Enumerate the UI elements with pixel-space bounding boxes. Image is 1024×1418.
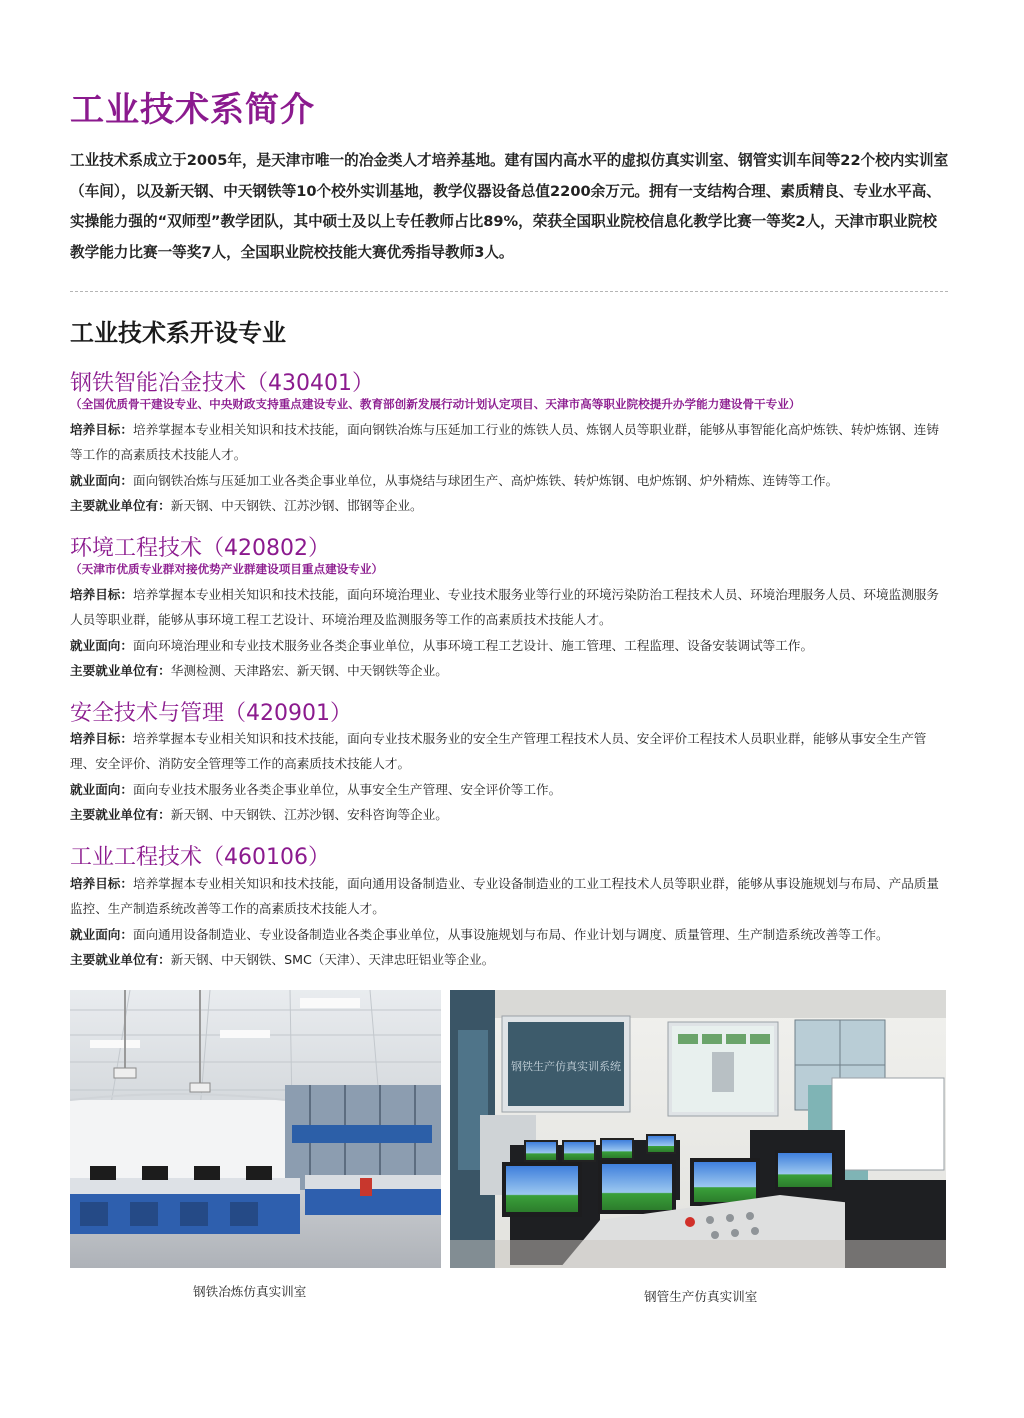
- major-title: 钢铁智能冶金技术（430401）: [70, 371, 374, 396]
- main-employers: [70, 802, 950, 827]
- training-goal-text: 培养掌握本专业相关知识和技术技能，面向环境治理业、专业技术服务业等行业的环境污染防治工程技术人员、环境治理服务人员、环境监测服务人员等职业群，能够从事环境工程工艺设计、环境治理及监测服务等工作的高素质技术技能人才。: [70, 587, 939, 627]
- main-employers-text: 新天钢、中天钢铁、江苏沙钢、安科咨询等企业。: [170, 807, 448, 822]
- employment-direction: [70, 468, 950, 493]
- screen-text: 钢铁生产仿真实训系统: [511, 1060, 621, 1073]
- main-employers-label: 主要就业单位有：: [70, 807, 171, 822]
- employment-direction-text: 面向钢铁冶炼与压延加工业各类企事业单位，从事烧结与球团生产、高炉炼铁、转炉炼钢、电炉炼钢、炉外精炼、连铸等工作。: [132, 473, 839, 488]
- photo-caption: 钢铁冶炼仿真实训室: [193, 1284, 307, 1299]
- employment-direction-text: 面向专业技术服务业各类企事业单位，从事安全生产管理、安全评价等工作。: [132, 782, 562, 797]
- major-note: （全国优质骨干建设专业、中央财政支持重点建设专业、教育部创新发展行动计划认定项目、天津市高等职业院校提升办学能力建设骨干专业）: [70, 397, 801, 411]
- main-employers: [70, 947, 950, 972]
- photo-caption: 钢管生产仿真实训室: [644, 1289, 758, 1304]
- employment-direction-label: 就业面向：: [70, 473, 133, 488]
- training-goal-label: 培养目标：: [70, 876, 133, 891]
- training-goal-label: 培养目标：: [70, 731, 133, 746]
- training-goal-label: 培养目标：: [70, 422, 133, 437]
- training-goal: [70, 871, 950, 921]
- employment-direction-label: 就业面向：: [70, 927, 133, 942]
- training-goal: [70, 417, 950, 467]
- major-title: 安全技术与管理（420901）: [70, 701, 352, 726]
- major-title: 环境工程技术（420802）: [70, 536, 330, 561]
- training-goal-text: 培养掌握本专业相关知识和技术技能，面向通用设备制造业、专业设备制造业的工业工程技术人员等职业群，能够从事设施规划与布局、产品质量监控、生产制造系统改善等工作的高素质技术技能人才。: [70, 876, 939, 916]
- majors-heading: 工业技术系开设专业: [70, 319, 286, 347]
- main-employers: [70, 493, 950, 518]
- main-employers-text: 新天钢、中天钢铁、江苏沙钢、邯钢等企业。: [170, 498, 423, 513]
- main-employers-label: 主要就业单位有：: [70, 952, 171, 967]
- main-employers-text: 华测检测、天津路宏、新天钢、中天钢铁等企业。: [170, 663, 448, 678]
- major-note: （天津市优质专业群对接优势产业群建设项目重点建设专业）: [70, 562, 384, 576]
- photo-steel-pipe-lab: [450, 990, 946, 1268]
- main-employers: [70, 658, 950, 683]
- employment-direction: [70, 777, 950, 802]
- major-title: 工业工程技术（460106）: [70, 845, 330, 870]
- employment-direction: [70, 922, 950, 947]
- employment-direction-label: 就业面向：: [70, 782, 133, 797]
- training-goal-label: 培养目标：: [70, 587, 133, 602]
- main-employers-label: 主要就业单位有：: [70, 498, 171, 513]
- employment-direction: [70, 633, 950, 658]
- main-employers-text: 新天钢、中天钢铁、SMC（天津）、天津忠旺铝业等企业。: [170, 952, 495, 967]
- training-goal: [70, 582, 950, 632]
- dashed-divider: [70, 291, 948, 292]
- training-goal-text: 培养掌握本专业相关知识和技术技能，面向钢铁冶炼与压延加工行业的炼铁人员、炼钢人员等职业群，能够从事智能化高炉炼铁、转炉炼钢、连铸等工作的高素质技术技能人才。: [70, 422, 939, 462]
- main-employers-label: 主要就业单位有：: [70, 663, 171, 678]
- employment-direction-label: 就业面向：: [70, 638, 133, 653]
- training-goal: [70, 726, 950, 776]
- intro-paragraph: 工业技术系成立于2005年，是天津市唯一的冶金类人才培养基地。建有国内高水平的虚拟仿真实训室、钢管实训车间等22个校内实训室（车间），以及新天钢、中天钢铁等10个校外实训基地，教学仪器设备总值2200余万元。拥有一支结构合理、素质精良、专业水平高、实操能力强的“双师型”教学团队，其中硕士及以上专任教师占比89%，荣获全国职业院校信息化教学比赛一等奖2人，天津市职业院校教学能力比赛一等奖7人，全国职业院校技能大赛优秀指导教师3人。: [70, 152, 949, 261]
- training-goal-text: 培养掌握本专业相关知识和技术技能，面向专业技术服务业的安全生产管理工程技术人员、安全评价工程技术人员职业群，能够从事安全生产管理、安全评价、消防安全管理等工作的高素质技术技能人才。: [70, 731, 927, 771]
- page-title: 工业技术系简介: [70, 90, 315, 130]
- photo-steel-smelting-lab: [70, 990, 441, 1268]
- employment-direction-text: 面向环境治理业和专业技术服务业各类企事业单位，从事环境工程工艺设计、施工管理、工程监理、设备安装调试等工作。: [132, 638, 814, 653]
- employment-direction-text: 面向通用设备制造业、专业设备制造业各类企事业单位，从事设施规划与布局、作业计划与调度、质量管理、生产制造系统改善等工作。: [132, 927, 889, 942]
